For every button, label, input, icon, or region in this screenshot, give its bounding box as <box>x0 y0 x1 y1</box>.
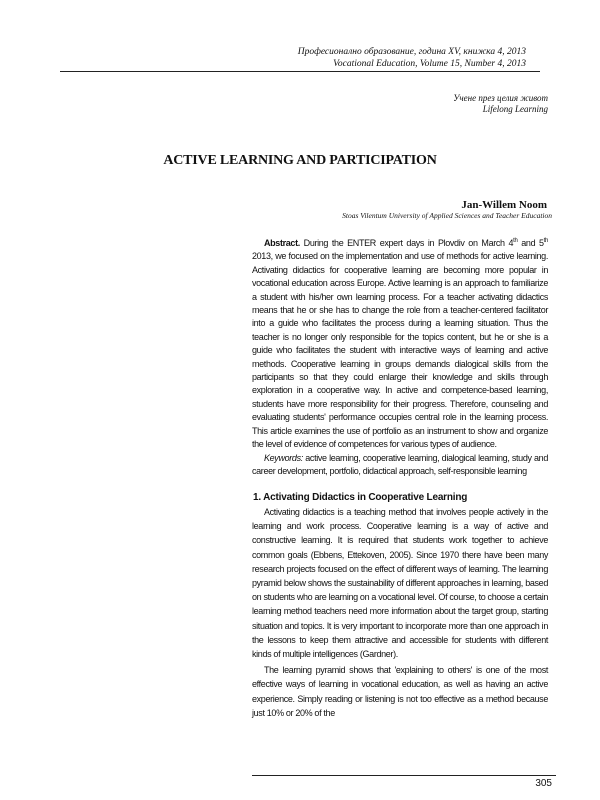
page-number: 305 <box>535 778 552 789</box>
journal-title-english: Vocational Education, Volume 15, Number 4, 2013 <box>333 59 526 69</box>
author-affiliation: Stoas Vilentum University of Applied Sciences and Teacher Education <box>342 211 552 220</box>
section-name-bulgarian: Учене през целия живот <box>453 93 548 103</box>
keywords-text: active learning, cooperative learning, dialogical learning, study and career development, portfolio, didactical approach, self-responsible learning <box>252 452 548 476</box>
body-paragraph-2: The learning pyramid shows that 'explaining to others' is one of the most effective ways of learning in vocational education, as well as having an active experience. Simply reading or listening is not too effective as a method because just 10% or 20% of the <box>252 665 548 718</box>
section-name-english: Lifelong Learning <box>482 104 548 114</box>
header-rule <box>60 71 540 72</box>
footer-rule <box>252 775 556 776</box>
journal-title-bulgarian: Професионално образование, година XV, книжка 4, 2013 <box>297 47 526 57</box>
article-title: ACTIVE LEARNING AND PARTICIPATION <box>163 153 437 168</box>
body-text <box>252 505 548 720</box>
abstract-text-c: 2013, we focused on the implementation and use of methods for active learning. Activating didactics for cooperative learning are becoming more popular in vocational education across Europe. Active learning is an approach to familiarize a student with his/her own learning process. For a teacher activating didactics means that he or she has to change the role from a teacher-centered facilitator into a guide who facilitates the process during a learning situation. Thus the teacher is no longer only responsible for the topics content, but he or she is a guide who facilitates the student with interactive ways of learning and active methods. Cooperative learning in groups demands dialogical skills from the participants so that they could enlarge their knowledge and skills through exploration in a cooperative way. In active and competence-based learning, students have more responsibility for their progress. Therefore, counseling and evaluating students' performance occupies central role in the learning process. This article examines the use of portfolio as an instrument to show and organize the level of evidence of competences for various types of audience. <box>252 251 548 450</box>
keywords-paragraph <box>252 452 548 479</box>
abstract-sup-1: th <box>513 238 518 244</box>
abstract-text-a: During the ENTER expert days in Plovdiv on March 4 <box>299 238 514 248</box>
body-paragraph-1: Activating didactics is a teaching method that involves people actively in the learning and work process. Cooperative learning is a way of active and constructive learning. It is required that students work together to achieve common goals (Ebbens, Ettekoven, 2005). Since 1970 there have been many research projects focused on the effect of different ways of learning. The learning pyramid below shows the sustainability of different approaches in learning, based on students who are learning on a vocational level. Of course, to choose a certain learning method teachers need more information about the target group, starting situation and topics. It is very important to incorporate more than one approach in the lessons to keep them attractive and accessible for students with different kinds of multiple intelligences (Gardner). <box>252 507 548 660</box>
abstract-sup-2: th <box>543 238 548 244</box>
abstract-paragraph <box>252 237 548 452</box>
author-name: Jan-Willem Noom <box>461 199 547 211</box>
section-heading: 1. Activating Didactics in Cooperative Learning <box>253 492 468 503</box>
abstract-label: Abstract. <box>264 238 300 248</box>
abstract-text-b: and 5 <box>517 238 544 248</box>
keywords-label: Keywords: <box>264 452 303 463</box>
abstract-block <box>252 237 548 478</box>
